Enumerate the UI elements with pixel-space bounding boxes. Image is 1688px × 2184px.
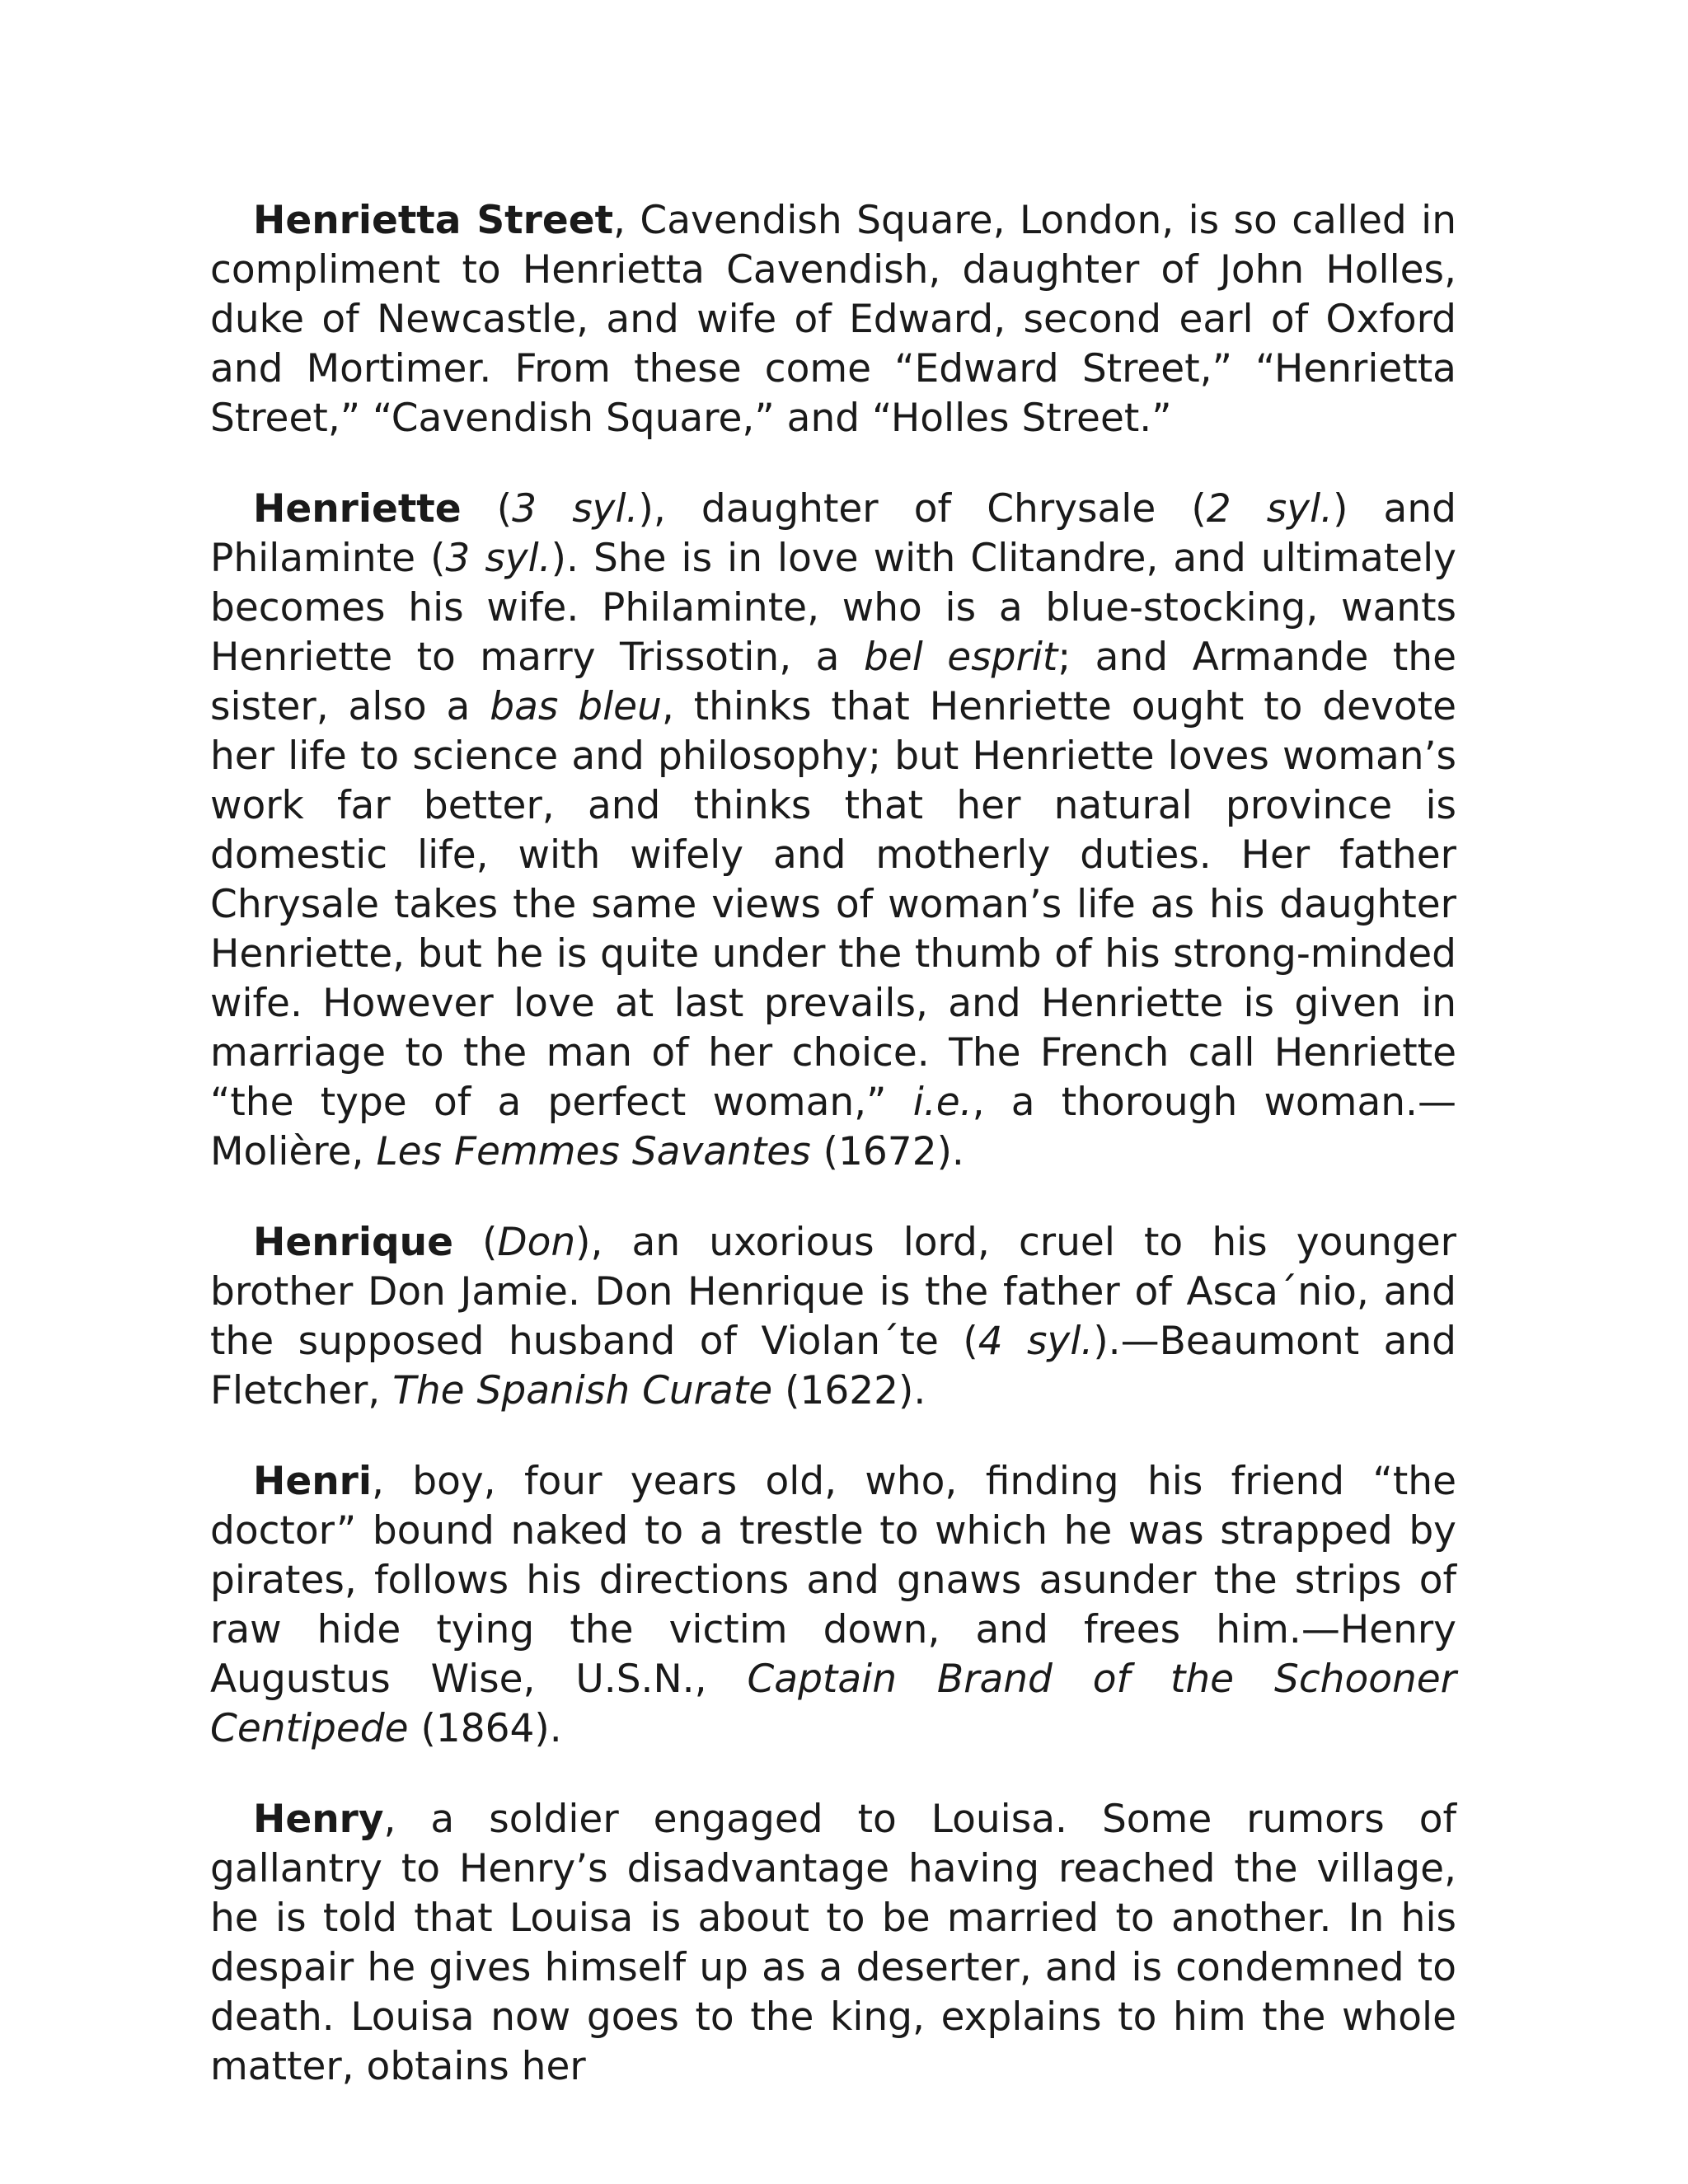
- headword: Henry: [253, 1797, 384, 1842]
- entry-text: ). She is in love with Clitandre, and ultimately becomes his wife. Philaminte, who is a blue-stocking, wants Henriette to marry Trissotin, a: [210, 536, 1456, 680]
- entry-text: , a thorough woman.—Molière,: [210, 1080, 1456, 1174]
- entry-text: , thinks that Henriette ought to devote her life to science and philosophy; but Henriette loves woman’s work far better, and thinks that her natural province is domestic life, with wifely and motherly duties. Her father Chrysale takes the same views of woman’s life as his daughter Henriette, but he is quite under the thumb of his strong-minded wife. However love at last prevails, and Henriette is given in marriage to the man of her choice. The French call Henriette “the type of a perfect woman,”: [210, 684, 1456, 1125]
- entry-italic: bas bleu: [490, 684, 662, 729]
- entry-text: (1622).: [772, 1368, 926, 1413]
- headword: Henriette: [253, 486, 462, 532]
- entry-text: (: [461, 486, 513, 532]
- entry-italic: Captain Brand of the Schooner Centipede: [210, 1657, 1456, 1751]
- headword: Henri: [253, 1459, 372, 1504]
- entry-text: ), an uxorious lord, cruel to his younger brother Don Jamie. Don Henrique is the father of Asca´nio, and the supposed husband of Violan´te (: [210, 1220, 1456, 1364]
- entry-henriette: [210, 485, 1456, 1177]
- document-page: [210, 196, 1456, 2133]
- entry-text: , boy, four years old, who, finding his friend “the doctor” bound naked to a trestle to which he was strapped by pirates, follows his directions and gnaws asunder the strips of raw hide tying the victim down, and frees him.—Henry Augustus Wise, U.S.N.,: [210, 1459, 1456, 1702]
- entry-henrietta-street: [210, 196, 1456, 443]
- entry-text: ; and Armande the sister, also a: [210, 635, 1456, 729]
- entry-text: (1672).: [810, 1129, 964, 1174]
- headword: Henrietta Street: [253, 198, 614, 243]
- entry-italic: 3 syl.: [445, 536, 551, 581]
- entry-text: , Cavendish Square, London, is so called in compliment to Henrietta Cavendish, daughter of John Holles, duke of Newcastle, and wife of Edward, second earl of Oxford and Mortimer. From these come “Edward Street,” “Henrietta Street,” “Cavendish Square,” and “Holles Street.”: [210, 198, 1456, 441]
- entry-text: ) and Philaminte (: [210, 486, 1456, 581]
- entry-text: ).—Beaumont and Fletcher,: [210, 1319, 1456, 1413]
- entry-henrique: [210, 1218, 1456, 1416]
- entry-text: ), daughter of Chrysale (: [638, 486, 1207, 532]
- entry-text: , a soldier engaged to Louisa. Some rumors of gallantry to Henry’s disadvantage having reached the village, he is told that Louisa is about to be married to another. In his despair he gives himself up as a deserter, and is condemned to death. Louisa now goes to the king, explains to him the whole matter, obtains her: [210, 1797, 1456, 2089]
- entry-italic: bel esprit: [863, 635, 1058, 680]
- entry-italic: Don: [497, 1220, 576, 1265]
- entry-henry: [210, 1795, 1456, 2092]
- entry-italic: 2 syl.: [1206, 486, 1334, 532]
- entry-italic: i.e.: [912, 1080, 973, 1125]
- entry-henri: [210, 1457, 1456, 1754]
- entry-italic: 3 syl.: [512, 486, 639, 532]
- entry-italic: The Spanish Curate: [392, 1368, 773, 1413]
- headword: Henrique: [253, 1220, 453, 1265]
- entry-text: (: [452, 1220, 498, 1265]
- entry-italic: Les Femmes Savantes: [376, 1129, 811, 1174]
- entry-italic: 4 syl.: [978, 1319, 1094, 1364]
- entry-text: (1864).: [408, 1706, 562, 1751]
